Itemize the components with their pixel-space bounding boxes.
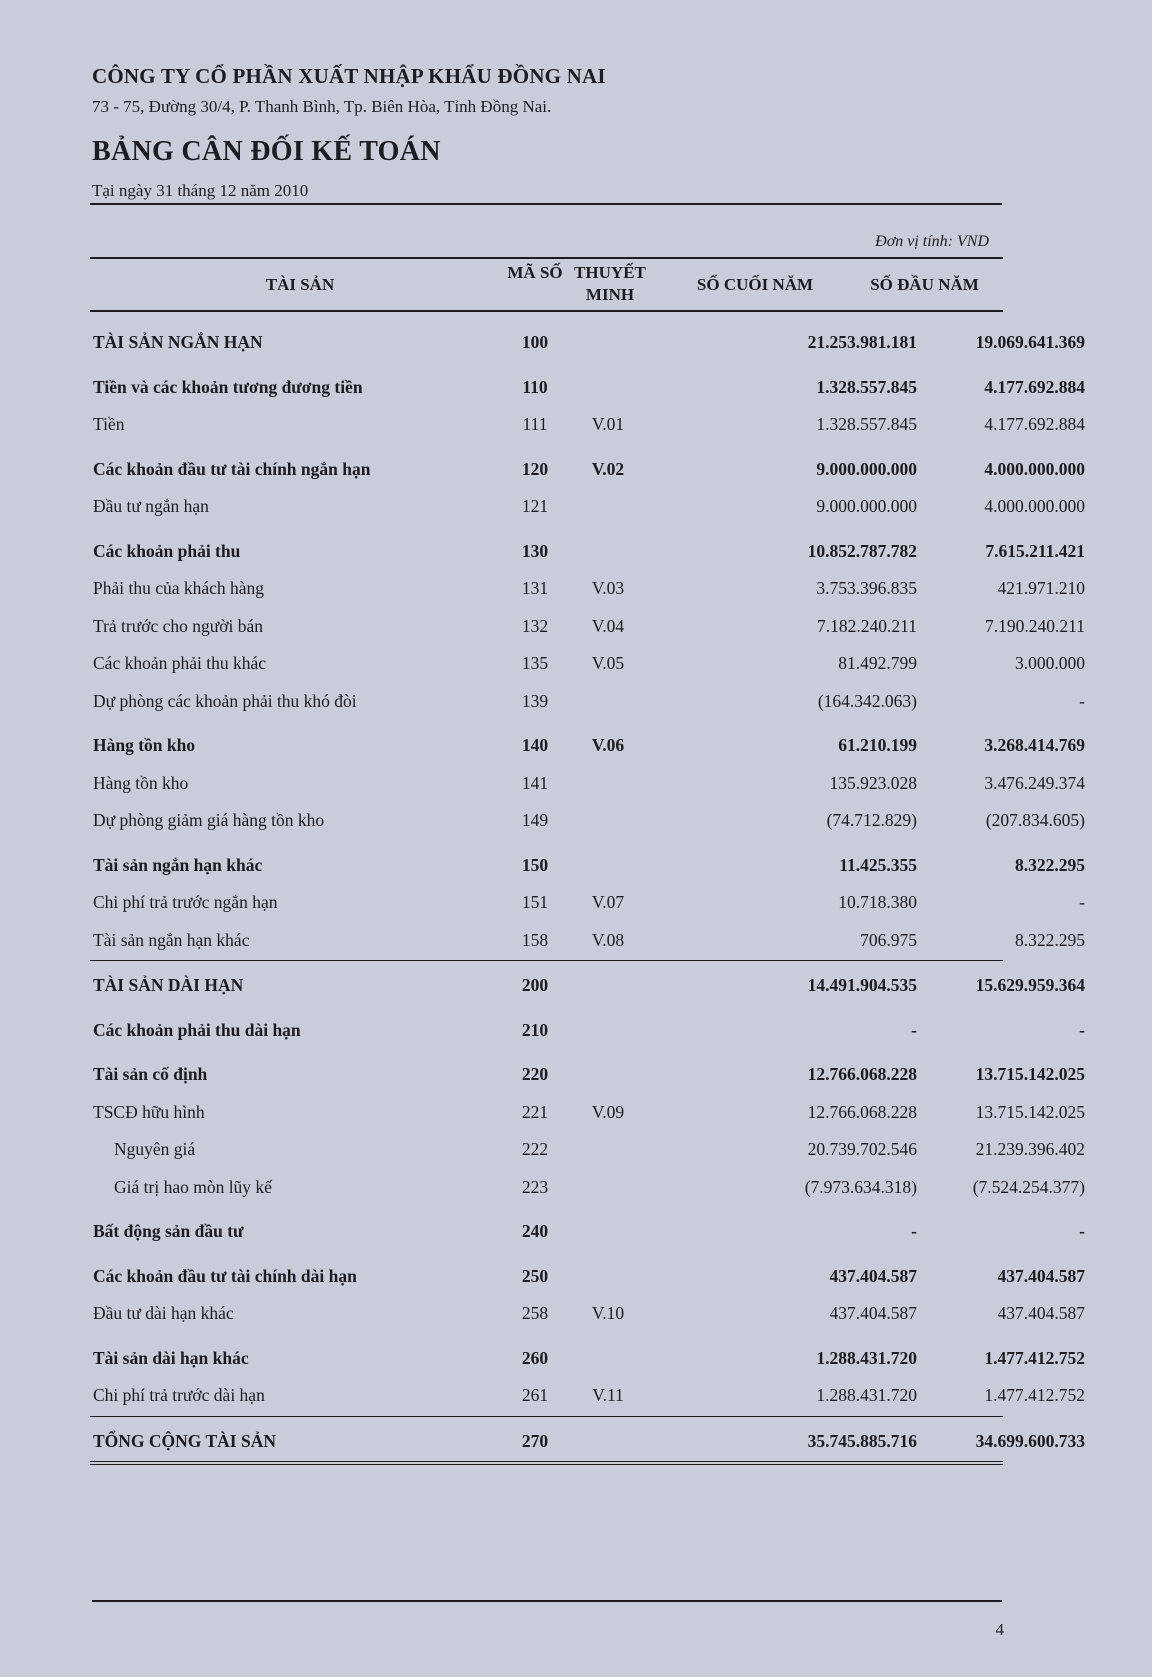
- row-asset-name: TÀI SẢN DÀI HẠN: [93, 975, 244, 995]
- table-row: [90, 803, 1085, 841]
- row-code: 223: [521, 1176, 549, 1197]
- report-date: Tại ngày 31 tháng 12 năm 2010: [92, 181, 309, 200]
- row-note: V.08: [591, 929, 625, 950]
- table-row: [90, 968, 1085, 1006]
- row-start-of-year: 421.971.210: [997, 578, 1085, 598]
- header-note: THUYẾT MINH: [574, 263, 646, 304]
- row-code: 151: [521, 892, 549, 912]
- row-start-of-year: -: [1079, 690, 1085, 711]
- row-note: V.02: [591, 458, 625, 479]
- row-code: 130: [521, 540, 549, 561]
- row-code: 158: [521, 929, 549, 950]
- table-row: [90, 1296, 1085, 1334]
- row-start-of-year: -: [1079, 1019, 1085, 1040]
- row-asset-name: Bất động sản đầu tư: [93, 1221, 244, 1241]
- table-row: [90, 1378, 1085, 1417]
- header-asset: TÀI SẢN: [265, 275, 335, 294]
- row-asset-name: Tài sản cố định: [93, 1064, 208, 1084]
- row-end-of-year: 21.253.981.181: [807, 332, 917, 352]
- row-note: V.11: [592, 1385, 624, 1405]
- row-asset-name: TỔNG CỘNG TÀI SẢN: [93, 1430, 276, 1451]
- table-row: [90, 489, 1085, 527]
- row-asset-name: Giá trị hao mòn lũy kế: [114, 1176, 272, 1197]
- row-code: 200: [521, 975, 549, 995]
- row-code: 220: [521, 1064, 549, 1084]
- page-number: 4: [995, 1620, 1004, 1639]
- row-end-of-year: 12.766.068.228: [807, 1064, 917, 1084]
- row-asset-name: Dự phòng các khoản phải thu khó đòi: [93, 690, 357, 711]
- table-row: [90, 1013, 1085, 1051]
- table-row: [90, 609, 1085, 647]
- company-name: CÔNG TY CỔ PHẦN XUẤT NHẬP KHẨU ĐỒNG NAI: [92, 64, 606, 88]
- document-title: BẢNG CÂN ĐỐI KẾ TOÁN: [92, 136, 441, 167]
- table-row: [90, 407, 1085, 445]
- row-asset-name: Phải thu của khách hàng: [93, 578, 265, 598]
- table-row: [90, 325, 1085, 363]
- row-end-of-year: 10.718.380: [838, 892, 917, 912]
- row-end-of-year: 1.328.557.845: [816, 376, 917, 397]
- header-end-of-year: SỐ CUỐI NĂM: [696, 275, 814, 294]
- row-start-of-year: (7.524.254.377): [972, 1176, 1085, 1197]
- row-start-of-year: 13.715.142.025: [975, 1101, 1085, 1122]
- table-row: [90, 1057, 1085, 1095]
- row-note: V.01: [591, 414, 625, 434]
- row-start-of-year: 34.699.600.733: [975, 1430, 1085, 1451]
- row-end-of-year: 12.766.068.228: [807, 1101, 917, 1122]
- row-end-of-year: 1.288.431.720: [816, 1347, 917, 1368]
- row-note: V.05: [591, 653, 625, 673]
- row-start-of-year: 3.000.000: [1015, 653, 1085, 673]
- table-row: [90, 1214, 1085, 1252]
- row-end-of-year: 14.491.904.535: [807, 975, 917, 995]
- balance-sheet-table: [90, 257, 1085, 1465]
- table-row: [90, 728, 1085, 766]
- row-code: 100: [521, 332, 549, 352]
- row-start-of-year: 437.404.587: [997, 1265, 1085, 1286]
- row-end-of-year: -: [911, 1221, 917, 1241]
- row-end-of-year: 61.210.199: [838, 735, 917, 755]
- header-start-of-year: SỐ ĐẦU NĂM: [870, 275, 979, 294]
- row-end-of-year: 1.328.557.845: [816, 414, 917, 434]
- table-row: [90, 646, 1085, 684]
- currency-unit: Đơn vị tính: VND: [875, 233, 989, 250]
- row-asset-name: Hàng tồn kho: [93, 735, 196, 755]
- row-asset-name: Hàng tồn kho: [93, 772, 189, 793]
- row-code: 261: [521, 1385, 549, 1405]
- row-asset-name: TSCĐ hữu hình: [93, 1101, 205, 1122]
- row-end-of-year: 9.000.000.000: [816, 496, 917, 516]
- row-code: 110: [522, 376, 548, 397]
- row-note: V.09: [591, 1101, 625, 1122]
- row-asset-name: Trả trước cho người bán: [93, 615, 264, 636]
- row-start-of-year: 7.615.211.421: [985, 540, 1085, 561]
- row-code: 120: [521, 458, 549, 479]
- row-asset-name: Các khoản phải thu dài hạn: [93, 1019, 301, 1040]
- row-asset-name: Tài sản dài hạn khác: [93, 1347, 249, 1368]
- row-asset-name: Tài sản ngắn hạn khác: [93, 929, 250, 950]
- row-end-of-year: 706.975: [860, 929, 917, 950]
- table-row: [90, 848, 1085, 886]
- row-code: 210: [521, 1019, 549, 1040]
- row-start-of-year: 4.177.692.884: [984, 376, 1085, 397]
- row-asset-name: Chi phí trả trước dài hạn: [93, 1385, 265, 1405]
- row-start-of-year: -: [1079, 892, 1085, 912]
- row-end-of-year: (74.712.829): [826, 810, 917, 830]
- row-note: V.06: [591, 735, 625, 755]
- row-end-of-year: 437.404.587: [829, 1265, 917, 1286]
- row-start-of-year: 21.239.396.402: [975, 1139, 1085, 1159]
- row-code: 121: [521, 496, 549, 516]
- row-code: 258: [521, 1303, 549, 1323]
- row-asset-name: Tiền và các khoản tương đương tiền: [93, 376, 363, 397]
- row-asset-name: Các khoản phải thu khác: [93, 653, 267, 673]
- row-code: 111: [522, 414, 548, 434]
- row-start-of-year: (207.834.605): [985, 810, 1085, 830]
- row-code: 221: [521, 1101, 549, 1122]
- row-code: 150: [521, 854, 549, 875]
- row-end-of-year: (7.973.634.318): [804, 1176, 917, 1197]
- header-rule: [90, 203, 1002, 205]
- table-row: [90, 885, 1085, 923]
- table-row: [90, 923, 1085, 962]
- row-asset-name: Đầu tư dài hạn khác: [93, 1303, 234, 1323]
- table-row: [90, 370, 1085, 408]
- row-asset-name: Tiền: [93, 414, 125, 434]
- table-row: [90, 1170, 1085, 1208]
- row-start-of-year: 1.477.412.752: [984, 1347, 1085, 1368]
- row-end-of-year: 3.753.396.835: [816, 578, 917, 598]
- row-code: 139: [521, 690, 549, 711]
- row-end-of-year: (164.342.063): [817, 690, 917, 711]
- table-row: [90, 1341, 1085, 1379]
- row-start-of-year: 13.715.142.025: [975, 1064, 1085, 1084]
- table-row: [90, 452, 1085, 490]
- header-code: MÃ SỐ: [507, 263, 563, 282]
- row-start-of-year: 8.322.295: [1015, 854, 1085, 875]
- row-start-of-year: 8.322.295: [1015, 929, 1085, 950]
- row-end-of-year: 20.739.702.546: [807, 1139, 917, 1159]
- row-asset-name: TÀI SẢN NGẮN HẠN: [93, 332, 263, 352]
- row-start-of-year: 4.177.692.884: [984, 414, 1085, 434]
- row-note: V.04: [591, 615, 625, 636]
- row-asset-name: Các khoản phải thu: [93, 540, 241, 561]
- row-asset-name: Tài sản ngắn hạn khác: [93, 854, 263, 875]
- row-asset-name: Đầu tư ngắn hạn: [93, 496, 209, 516]
- row-code: 149: [521, 810, 549, 830]
- row-start-of-year: 3.268.414.769: [984, 735, 1085, 755]
- row-code: 250: [521, 1265, 549, 1286]
- footer-rule: [92, 1600, 1002, 1602]
- row-asset-name: Các khoản đầu tư tài chính ngắn hạn: [93, 458, 371, 479]
- row-end-of-year: 135.923.028: [829, 772, 917, 793]
- row-asset-name: Dự phòng giảm giá hàng tồn kho: [93, 810, 325, 830]
- table-row: [90, 1424, 1085, 1466]
- row-note: V.10: [591, 1303, 625, 1323]
- row-start-of-year: 15.629.959.364: [975, 975, 1085, 995]
- row-end-of-year: 10.852.787.782: [807, 540, 917, 561]
- row-asset-name: Nguyên giá: [114, 1139, 196, 1159]
- row-end-of-year: 437.404.587: [829, 1303, 917, 1323]
- row-end-of-year: 7.182.240.211: [817, 615, 917, 636]
- row-end-of-year: 1.288.431.720: [816, 1385, 917, 1405]
- table-row: [90, 571, 1085, 609]
- row-code: 222: [521, 1139, 549, 1159]
- row-code: 240: [521, 1221, 549, 1241]
- row-start-of-year: 437.404.587: [997, 1303, 1085, 1323]
- table-row: [90, 1132, 1085, 1170]
- row-start-of-year: -: [1079, 1221, 1085, 1241]
- row-end-of-year: -: [911, 1019, 917, 1040]
- table-row: [90, 684, 1085, 722]
- row-code: 132: [521, 615, 549, 636]
- row-code: 141: [521, 772, 549, 793]
- table-row: [90, 534, 1085, 572]
- table-row: [90, 1095, 1085, 1133]
- row-code: 270: [521, 1430, 549, 1451]
- row-end-of-year: 11.425.355: [839, 854, 917, 875]
- row-code: 131: [521, 578, 549, 598]
- row-start-of-year: 4.000.000.000: [984, 496, 1085, 516]
- row-start-of-year: 1.477.412.752: [984, 1385, 1085, 1405]
- row-start-of-year: 3.476.249.374: [984, 772, 1085, 793]
- row-asset-name: Chi phí trả trước ngắn hạn: [93, 892, 278, 912]
- table-row: [90, 766, 1085, 804]
- row-end-of-year: 35.745.885.716: [807, 1430, 917, 1451]
- table-body: [90, 312, 1085, 1465]
- row-asset-name: Các khoản đầu tư tài chính dài hạn: [93, 1265, 357, 1286]
- table-row: [90, 1259, 1085, 1297]
- company-address: 73 - 75, Đường 30/4, P. Thanh Bình, Tp. Biên Hòa, Tỉnh Đồng Nai.: [92, 97, 552, 116]
- row-note: V.03: [591, 578, 625, 598]
- row-start-of-year: 19.069.641.369: [975, 332, 1085, 352]
- row-start-of-year: 7.190.240.211: [985, 615, 1085, 636]
- row-start-of-year: 4.000.000.000: [984, 458, 1085, 479]
- row-code: 260: [521, 1347, 549, 1368]
- row-code: 140: [521, 735, 549, 755]
- row-code: 135: [521, 653, 549, 673]
- table-header: [90, 257, 1003, 312]
- row-end-of-year: 9.000.000.000: [816, 458, 917, 479]
- row-end-of-year: 81.492.799: [838, 653, 917, 673]
- row-note: V.07: [591, 892, 625, 912]
